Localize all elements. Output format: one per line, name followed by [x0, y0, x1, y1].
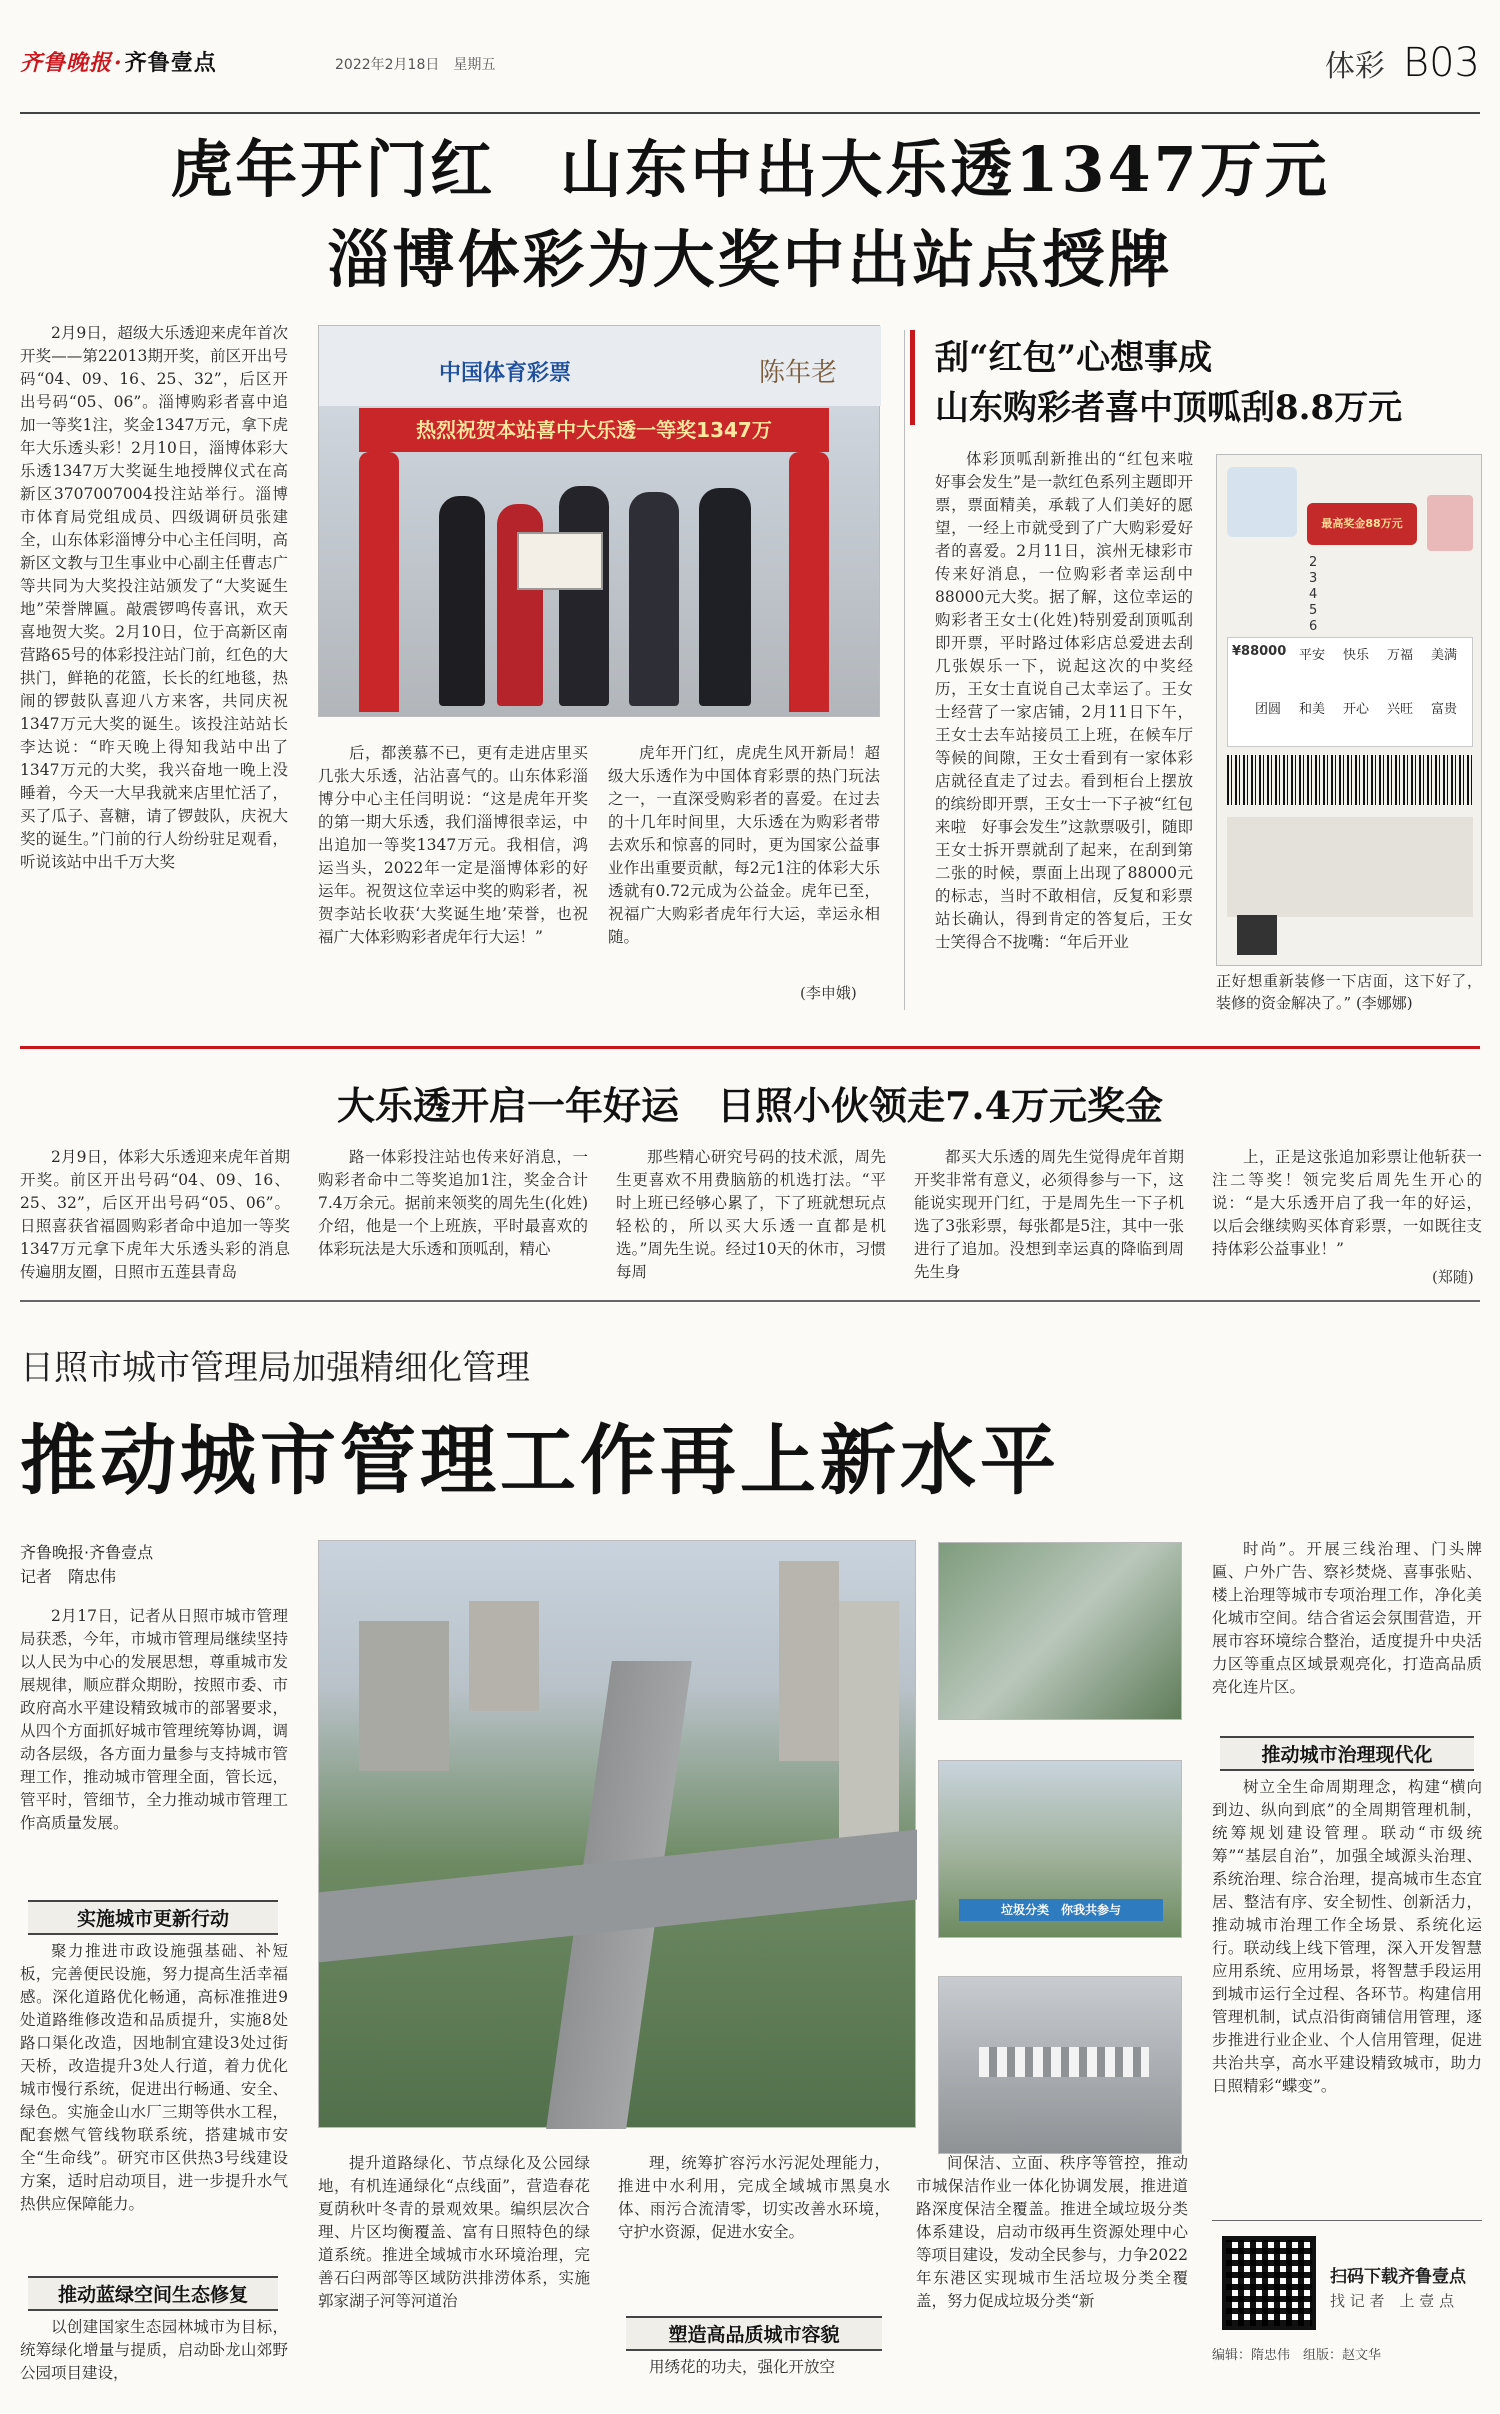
editor-credit: 编辑：隋忠伟 组版：赵文华	[1212, 2348, 1382, 2363]
story4-column-b2: 理，统筹扩容污水污泥处理能力，推进中水利用，完成全域城市黑臭水体、雨污合流清零，切实改善水环境，守护水资源，促进水安全。	[618, 2154, 890, 2241]
waste-sorting-photo	[938, 1760, 1182, 1938]
story1-credit: (李申娥)	[800, 984, 857, 1002]
story4-badge-governance: 推动城市治理现代化	[1220, 1736, 1474, 1771]
story2-caption: 正好想重新装修一下店面，这下好了，装修的资金解决了。” (李娜娜)	[1216, 972, 1482, 1012]
story4-section-2: 以创建国家生态园林城市为目标，统筹绿化增量与提质，启动卧龙山郊野公园项目建设，	[20, 2318, 288, 2382]
page-number: B03	[1402, 40, 1480, 86]
crosswalk-photo	[938, 1976, 1182, 2154]
story4-badge-urban-renewal: 实施城市更新行动	[28, 1900, 278, 1935]
section-name: 体彩	[1324, 49, 1385, 84]
story3-column-4: 都买大乐透的周先生觉得虎年首期开奖非常有意义，必须得参与一下，这能说实现开门红，于是周先生一下子机选了3张彩票，每张都是5注，其中一张进行了追加。没想到幸运真的降临到周先生身	[914, 1148, 1184, 1281]
story4-headline: 推动城市管理工作再上新水平	[20, 1416, 1060, 1505]
story3-column-3: 那些精心研究号码的技术派，周先生更喜欢不用费脑筋的机选打法。“平时上班已经够心累了，下了班就想玩点轻松的，所以买大乐透一直都是机选。”周先生说。经过10天的休市，习惯每周	[616, 1148, 886, 1281]
story1-column-3: 虎年开门红，虎虎生风开新局！超级大乐透作为中国体育彩票的热门玩法之一，一直深受购彩者的喜爱。在过去的十几年时间里，大乐透在为购彩者带去欢乐和惊喜的同时，更为国家公益事业作出重要贡献，每2元1注的体彩大乐透就有0.72元成为公益金。虎年已至，祝福广大购彩者虎年行大运，幸运永相随。	[608, 744, 880, 946]
ticket-barcode	[1227, 755, 1473, 805]
story4-byline-reporter: 记者 隋忠伟	[20, 1567, 117, 1586]
photo-people	[439, 476, 769, 706]
story3-column-2: 路一体彩投注站也传来好消息，一购彩者命中二等奖追加1注，奖金合计7.4万余元。据前来领奖的周先生(化姓)介绍，他是一个上班族，平时最喜欢的体彩玩法是大乐透和顶呱刮，精心	[318, 1148, 588, 1258]
park-photo	[938, 1542, 1182, 1720]
story4-column-b1: 提升道路绿化、节点绿化及公园绿地，有机连通绿化“点线面”，营造春花夏荫秋叶冬青的景观效果。编织层次合理、片区均衡覆盖、富有日照特色的绿道系统。推进全域城市水环境治理，完善石臼两部等区域防洪排涝体系，实施郭家湖子河等河道治	[318, 2154, 590, 2310]
story4-section-4: 树立全生命周期理念，构建“横向到边、纵向到底”的全周期管理机制，统筹规划建设管理。联动“市级统筹”“基层自治”，加强全域源头治理、系统治理、综合治理，提高城市生态宜居、整洁有序、安全韧性、创新活力，推动城市治理工作全场景、系统化运行。联动线上线下管理，深入开发智慧应用系统、应用场景，将智慧手段运用到城市运行全过程、各环节。构建信用管理机制，试点沿街商铺信用管理，逐步推进行业企业、个人信用管理，促进共治共享，高水平建设精致城市，助力日照精彩“蝶变”。	[1212, 1778, 1482, 2095]
story3-column-1: 2月9日，体彩大乐透迎来虎年首期开奖。前区开出号码“04、09、16、25、32”，后区开出号码“05、06”。 日照喜获省福圆购彩者命中追加一等奖1347万元拿下虎年大乐透头彩的消息传遍朋友圈，日照市五莲县青岛	[20, 1148, 290, 1281]
story1-photo	[318, 325, 880, 717]
story4-byline-outlet: 齐鲁晚报·齐鲁壹点	[20, 1543, 154, 1562]
ticket-number-list: 2 3 4 5 6	[1309, 555, 1318, 634]
story1-column-1: 2月9日，超级大乐透迎来虎年首次开奖——第22013期开奖，前区开出号码“04、09、16、25、32”，后区开出号码“05、06”。淄博购彩者喜中追加一等奖1注，奖金1347万元，拿下虎年大乐透头彩！2月10日，淄博体彩大乐透1347万大奖诞生地授牌仪式在高新区3707007004投注站举行。淄博市体育局党组成员、四级调研员张建全，山东体彩淄博分中心主任闫明，高新区文教与卫生事业中心副主任曹志广等共同为大奖投注站颁发了“大奖诞生地”荣誉牌匾。敲震锣鸣传喜讯，欢天喜地贺大奖。2月10日，位于高新区南营路65号的体彩投注站门前，红色的大拱门，鲜艳的花篮，长长的红地毯，热闹的锣鼓队喜迎八方来客，共同庆祝1347万元大奖的诞生。该投注站站长李达说：“昨天晚上得知我站中出了1347万元的大奖，我兴奋地一晚上没睡着，今天一大早我就来店里忙活了，买了瓜子、喜糖，请了锣鼓队，庆祝大奖的诞生。”门前的行人纷纷驻足观看，听说该站中出千万大奖	[20, 324, 288, 871]
story4-badge-ecology: 推动蓝绿空间生态修复	[28, 2276, 278, 2311]
story2-headline-line2: 山东购彩者喜中顶呱刮8.8万元	[935, 388, 1403, 428]
story3-column-5: 上，正是这张追加彩票让他斩获一注二等奖！领完奖后周先生开心的说：“是大乐透开启了我一年的好运，以后会继续购买体育彩票，一如既往支持体彩公益事业！”	[1212, 1148, 1482, 1258]
ticket-grid: ¥88000 平安 快乐 万福 美满 团圆 和美 开心 兴旺 富贵	[1227, 637, 1473, 747]
story2-headline-line1: 刮“红包”心想事成	[935, 338, 1213, 378]
masthead-rule	[20, 112, 1480, 114]
logo-left: 齐鲁晚报	[20, 50, 113, 76]
story1-column-2: 后，都羡慕不已，更有走进店里买几张大乐透，沾沾喜气的。山东体彩淄博分中心主任闫明说：“这是虎年开奖的第一期大乐透，我们淄博很幸运，中出追加一等奖1347万元。我相信，鸿运当头，2022年一定是淄博体彩的好运年。祝贺这位幸运中奖的购彩者，祝贺李站长收获‘大奖诞生地’荣誉，也祝福广大体彩购彩者虎年行大运！”	[318, 744, 588, 946]
story2-column-1: 体彩顶呱刮新推出的“红包来啦 好事会发生”是一款红色系列主题即开票，票面精美，承载了人们美好的愿望，一经上市就受到了广大购彩爱好者的喜爱。2月11日，滨州无棣彩市传来好消息，一位购彩者幸运刮中88000元大奖。据了解，这位幸运的购彩者王女士(化姓)特别爱刮顶呱刮即开票，平时路过体彩店总爱进去刮几张娱乐一下，说起这次的中奖经历，王女士直说自己太幸运了。王女士经营了一家店铺，2月11日下午，王女士去车站接员工上班，在候车厅等候的间隙，王女士看到有一家体彩店就径直走了过去。看到柜台上摆放的缤纷即开票，王女士一下子被“红包来啦 好事会发生”这款票吸引，随即王女士拆开票就刮了起来，在刮到第二张的时候，票面上出现了88000元的标志，当时不敢相信，反复和彩票站长确认，得到肯定的答复后，王女士笑得合不拢嘴：“年后开业	[935, 450, 1209, 951]
aerial-city-photo	[318, 1540, 916, 2128]
logo-right: 齐鲁壹点	[124, 50, 217, 76]
lottery-ticket-photo	[1216, 454, 1482, 966]
section-label	[1325, 40, 1480, 86]
story3-headline: 大乐透开启一年好运 日照小伙领走7.4万元奖金	[336, 1083, 1164, 1128]
photo-sorting-sign: 垃圾分类 你我共参与	[959, 1899, 1163, 1921]
story4-section-3: 用绣花的功夫，强化开放空	[649, 2358, 836, 2376]
download-qr-code[interactable]	[1222, 2236, 1316, 2330]
newspaper-logo	[20, 46, 217, 77]
issue-date: 2022年2月18日 星期五	[335, 57, 496, 73]
story1-headline-line2: 淄博体彩为大奖中出站点授牌	[327, 223, 1173, 296]
masthead	[20, 40, 1480, 90]
photo-side-sign: 陈年老	[759, 358, 838, 388]
story3-credit: (郑随)	[1432, 1268, 1474, 1286]
logo-dot: ·	[114, 50, 123, 76]
photo-banner: 热烈祝贺本站喜中大乐透一等奖1347万	[359, 408, 829, 452]
qr-title: 扫码下载齐鲁壹点	[1330, 2267, 1466, 2287]
qr-subtitle: 找 记 者 上 壹 点	[1330, 2292, 1455, 2310]
ticket-amount: ¥88000	[1232, 644, 1287, 659]
ticket-prize-text: 最高奖金88万元	[1307, 503, 1417, 545]
story4-column-right-top: 时尚”。开展三线治理、门头牌匾、户外广告、察衫焚烧、喜事张贴、楼上治理等城市专项治理工作，净化美化城市空间。结合省运会氛围营造，开展市容环境综合整治，适度提升中央活力区等重点区域景观亮化，打造高品质亮化连片区。	[1212, 1540, 1482, 1696]
story1-headline-line1: 虎年开门红 山东中出大乐透1347万元	[170, 133, 1330, 206]
story4-intro: 2月17日，记者从日照市城市管理局获悉，今年，市城市管理局继续坚持以人民为中心的发展思想，尊重城市发展规律，顺应群众期盼，按照市委、市政府高水平建设精致城市的部署要求，从四个方面抓好城市管理统筹协调，调动各层级，各方面力量参与支持城市管理工作，推动城市管理全面，管长远，管平时，管细节，全力推动城市管理工作高质量发展。	[20, 1607, 288, 1832]
story4-section-1: 聚力推进市政设施强基础、补短板，完善便民设施，努力提高生活幸福感。深化道路优化畅通，高标准推进9处道路维修改造和品质提升，实施8处路口渠化改造，因地制宜建设3处过街天桥，改造提升3处人行道，着力优化城市慢行系统，促进出行畅通、安全、绿色。实施金山水厂三期等供水工程，配套燃气管线物联系统，搭建城市安全“生命线”。研究市区供热3号线建设方案，适时启动项目，进一步提升水气热供应保障能力。	[20, 1942, 288, 2213]
photo-store-sign: 中国体育彩票	[439, 361, 572, 386]
story4-kicker: 日照市城市管理局加强精细化管理	[20, 1348, 530, 1388]
story4-column-b3: 间保洁、立面、秩序等管控，推动市城保洁作业一体化协调发展，推进道路深度保洁全覆盖。推进全域垃圾分类体系建设，启动市级再生资源处理中心等项目建设，发动全民参与，力争2022年东港区实现城市生活垃圾分类全覆盖，努力促成垃圾分类“新	[916, 2154, 1188, 2310]
story4-badge-cityscape: 塑造高品质城市容貌	[626, 2316, 882, 2351]
